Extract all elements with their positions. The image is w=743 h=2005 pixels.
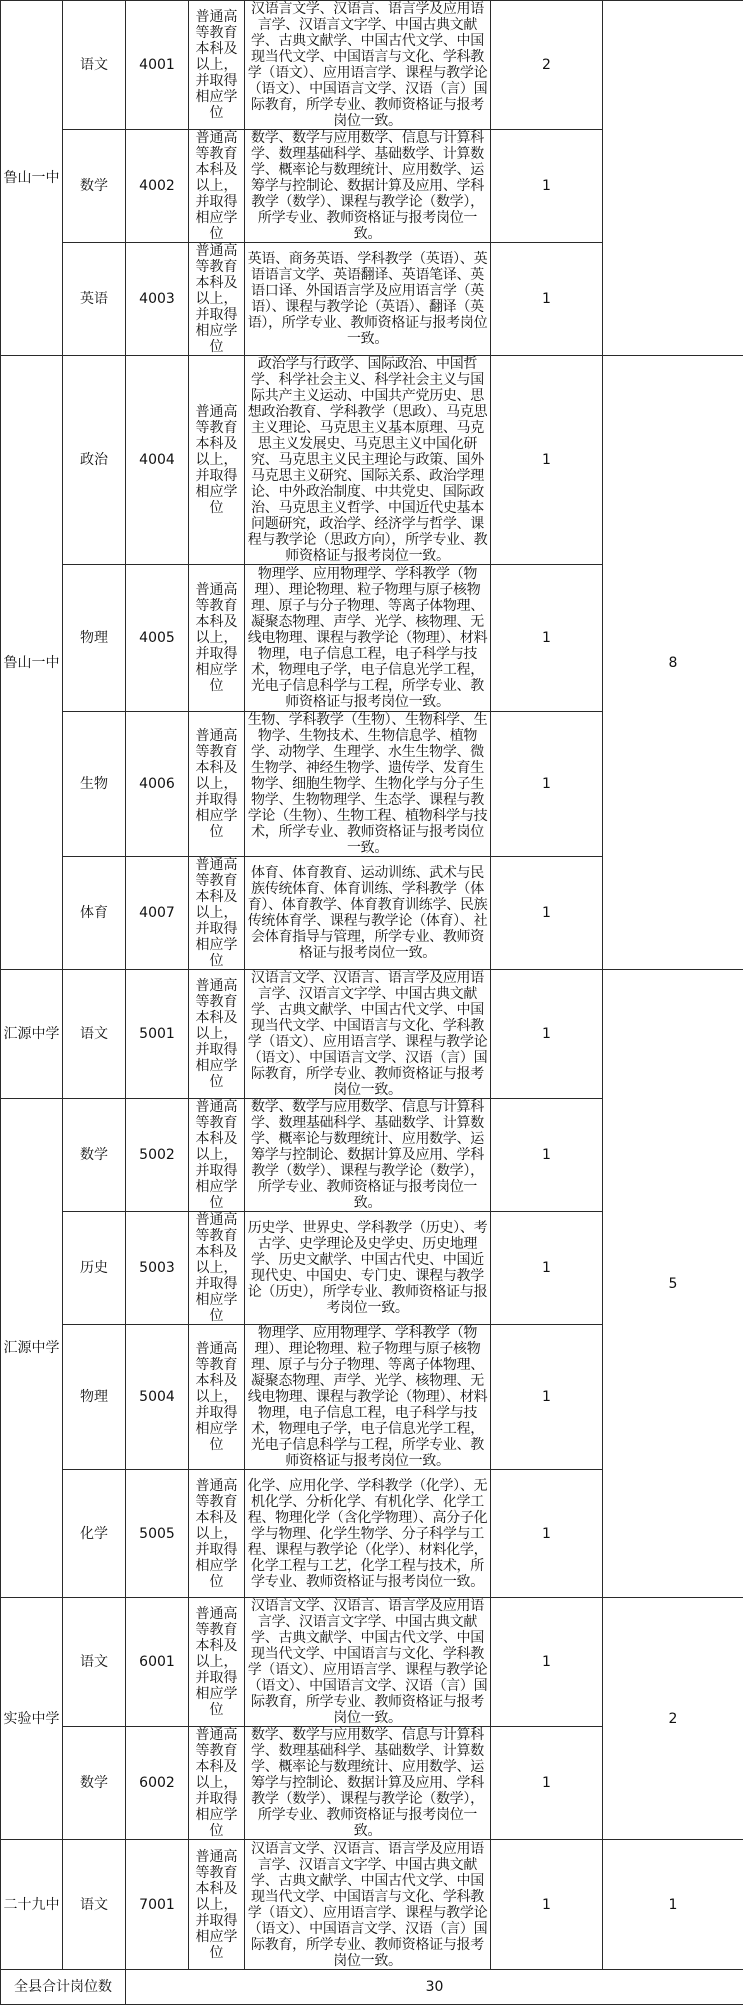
count-cell: 1 — [491, 130, 603, 243]
count-cell: 1 — [491, 1727, 603, 1840]
count-cell: 1 — [491, 970, 603, 1099]
count-cell: 1 — [491, 356, 603, 565]
subject-cell: 政治 — [63, 356, 126, 565]
school-cell: 鲁山一中 — [1, 356, 63, 970]
table-row — [1, 970, 743, 1099]
subject-cell: 历史 — [63, 1212, 126, 1325]
major-cell: 数学、数学与应用数学、信息与计算科学、数理基础科学、基础数学、计算数学、概率论与数理统计、应用数学、运筹学与控制论、数据计算及应用、学科教学（数学）、课程与教学论（数学），所学专业、教师资格证与报考岗位一致。 — [245, 1099, 491, 1212]
total-cell: 8 — [603, 356, 743, 970]
major-cell: 汉语言文学、汉语言、语言学及应用语言学、汉语言文字学、中国古典文献学、古典文献学、中国古代文学、中国现当代文学、中国语言与文化、学科教学（语文）、应用语言学、课程与教学论（语文）、中国语言文学、汉语（言）国际教育，所学专业、教师资格证与报考岗位一致。 — [245, 970, 491, 1099]
education-cell: 普通高等教育本科及以上，并取得相应学位 — [189, 970, 245, 1099]
total-cell: 2 — [603, 1598, 743, 1840]
major-cell: 体育、体育教育、运动训练、武术与民族传统体育、体育训练、学科教学（体育）、体育教学、体育教育训练学、民族传统体育学、课程与教学论（体育）、社会体育指导与管理，所学专业、教师资格证与报考岗位一致。 — [245, 857, 491, 970]
school-cell: 汇源中学 — [1, 970, 63, 1099]
subject-cell: 语文 — [63, 1598, 126, 1727]
major-cell: 政治学与行政学、国际政治、中国哲学、科学社会主义、科学社会主义与国际共产主义运动、中国共产党历史、思想政治教育、学科教学（思政）、马克思主义理论、马克思主义基本原理、马克思主义发展史、马克思主义中国化研究、马克思主义民主理论与政策、国外马克思主义研究、国际关系、政治学理论、中外政治制度、中共党史、国际政治、马克思主义哲学、中国近代史基本问题研究，政治学、经济学与哲学、课程与教学论（思政方向），所学专业、教师资格证与报考岗位一致。 — [245, 356, 491, 565]
post-code-cell: 4005 — [126, 565, 189, 712]
post-code-cell: 5002 — [126, 1099, 189, 1212]
subject-cell: 数学 — [63, 1727, 126, 1840]
school-cell: 实验中学 — [1, 1598, 63, 1840]
count-cell: 1 — [491, 857, 603, 970]
post-code-cell: 4004 — [126, 356, 189, 565]
grand-total-value: 30 — [126, 1970, 743, 2005]
count-cell: 1 — [491, 712, 603, 857]
total-cell: 1 — [603, 1840, 743, 1970]
education-cell: 普通高等教育本科及以上，并取得相应学位 — [189, 1598, 245, 1727]
school-cell: 鲁山一中 — [1, 1, 63, 356]
total-cell: 5 — [603, 970, 743, 1598]
major-cell: 汉语言文学、汉语言、语言学及应用语言学、汉语言文字学、中国古典文献学、古典文献学、中国古代文学、中国现当代文学、中国语言与文化、学科教学（语文）、应用语言学、课程与教学论（语文）、中国语言文学、汉语（言）国际教育，所学专业、教师资格证与报考岗位一致。 — [245, 1840, 491, 1970]
count-cell: 1 — [491, 243, 603, 356]
count-cell: 1 — [491, 1325, 603, 1470]
major-cell: 历史学、世界史、学科教学（历史）、考古学、史学理论及史学史、历史地理学、历史文献学、中国古代史、中国近现代史、中国史、专门史、课程与教学论（历史），所学专业、教师资格证与报考岗位一致。 — [245, 1212, 491, 1325]
education-cell: 普通高等教育本科及以上，并取得相应学位 — [189, 1840, 245, 1970]
count-cell: 2 — [491, 1, 603, 130]
major-cell: 物理学、应用物理学、学科教学（物理）、理论物理、粒子物理与原子核物理、原子与分子物理、等离子体物理、凝聚态物理、声学、光学、核物理、无线电物理、课程与教学论（物理）、材料物理，电子信息工程，电子科学与技术，物理电子学，电子信息光学工程，光电子信息科学与工程，所学专业、教师资格证与报考岗位一致。 — [245, 565, 491, 712]
table-row — [1, 1598, 743, 1727]
count-cell: 1 — [491, 1470, 603, 1598]
post-code-cell: 5004 — [126, 1325, 189, 1470]
total-cell — [603, 1, 743, 356]
post-code-cell: 4007 — [126, 857, 189, 970]
table-row — [1, 356, 743, 565]
post-code-cell: 7001 — [126, 1840, 189, 1970]
education-cell: 普通高等教育本科及以上，并取得相应学位 — [189, 565, 245, 712]
count-cell: 1 — [491, 1840, 603, 1970]
education-cell: 普通高等教育本科及以上，并取得相应学位 — [189, 1470, 245, 1598]
table-row — [1, 1, 743, 130]
major-cell: 生物、学科教学（生物）、生物科学、生物学、生物技术、生物信息学、植物学、动物学、生理学、水生生物学、微生物学、神经生物学、遗传学、发育生物学、细胞生物学、生物化学与分子生物学、生物物理学、生态学、课程与教学论（生物）、生物工程、植物科学与技术，所学专业、教师资格证与报考岗位一致。 — [245, 712, 491, 857]
subject-cell: 体育 — [63, 857, 126, 970]
count-cell: 1 — [491, 1212, 603, 1325]
subject-cell: 化学 — [63, 1470, 126, 1598]
major-cell: 物理学、应用物理学、学科教学（物理）、理论物理、粒子物理与原子核物理、原子与分子物理、等离子体物理、凝聚态物理、声学、光学、核物理、无线电物理、课程与教学论（物理）、材料物理，电子信息工程，电子科学与技术，物理电子学，电子信息光学工程，光电子信息科学与工程，所学专业、教师资格证与报考岗位一致。 — [245, 1325, 491, 1470]
table-row — [1, 1840, 743, 1970]
subject-cell: 语文 — [63, 1840, 126, 1970]
education-cell: 普通高等教育本科及以上，并取得相应学位 — [189, 130, 245, 243]
subject-cell: 生物 — [63, 712, 126, 857]
grand-total-label: 全县合计岗位数 — [1, 1970, 126, 2005]
major-cell: 汉语言文学、汉语言、语言学及应用语言学、汉语言文字学、中国古典文献学、古典文献学、中国古代文学、中国现当代文学、中国语言与文化、学科教学（语文）、应用语言学、课程与教学论（语文）、中国语言文学、汉语（言）国际教育，所学专业、教师资格证与报考岗位一致。 — [245, 1598, 491, 1727]
subject-cell: 物理 — [63, 1325, 126, 1470]
subject-cell: 英语 — [63, 243, 126, 356]
education-cell: 普通高等教育本科及以上，并取得相应学位 — [189, 857, 245, 970]
post-code-cell: 5001 — [126, 970, 189, 1099]
school-cell: 二十九中 — [1, 1840, 63, 1970]
count-cell: 1 — [491, 565, 603, 712]
subject-cell: 语文 — [63, 1, 126, 130]
major-cell: 汉语言文学、汉语言、语言学及应用语言学、汉语言文字学、中国古典文献学、古典文献学、中国古代文学、中国现当代文学、中国语言与文化、学科教学（语文）、应用语言学、课程与教学论（语文）、中国语言文学、汉语（言）国际教育，所学专业、教师资格证与报考岗位一致。 — [245, 1, 491, 130]
education-cell: 普通高等教育本科及以上，并取得相应学位 — [189, 1325, 245, 1470]
major-cell: 数学、数学与应用数学、信息与计算科学、数理基础科学、基础数学、计算数学、概率论与数理统计、应用数学、运筹学与控制论、数据计算及应用、学科教学（数学）、课程与教学论（数学），所学专业、教师资格证与报考岗位一致。 — [245, 1727, 491, 1840]
major-cell: 英语、商务英语、学科教学（英语）、英语语言文学、英语翻译、英语笔译、英语口译、外国语言学及应用语言学（英语）、课程与教学论（英语）、翻译（英语），所学专业、教师资格证与报考岗位一致。 — [245, 243, 491, 356]
post-code-cell: 4001 — [126, 1, 189, 130]
education-cell: 普通高等教育本科及以上，并取得相应学位 — [189, 1099, 245, 1212]
post-code-cell: 6002 — [126, 1727, 189, 1840]
post-code-cell: 6001 — [126, 1598, 189, 1727]
subject-cell: 物理 — [63, 565, 126, 712]
count-cell: 1 — [491, 1099, 603, 1212]
education-cell: 普通高等教育本科及以上，并取得相应学位 — [189, 1727, 245, 1840]
subject-cell: 语文 — [63, 970, 126, 1099]
post-code-cell: 5003 — [126, 1212, 189, 1325]
table-footer-row — [1, 1970, 743, 2005]
education-cell: 普通高等教育本科及以上，并取得相应学位 — [189, 1, 245, 130]
table-body — [1, 1, 743, 2005]
post-code-cell: 5005 — [126, 1470, 189, 1598]
post-code-cell: 4006 — [126, 712, 189, 857]
education-cell: 普通高等教育本科及以上，并取得相应学位 — [189, 356, 245, 565]
count-cell: 1 — [491, 1598, 603, 1727]
education-cell: 普通高等教育本科及以上，并取得相应学位 — [189, 1212, 245, 1325]
school-cell: 汇源中学 — [1, 1099, 63, 1598]
education-cell: 普通高等教育本科及以上，并取得相应学位 — [189, 712, 245, 857]
subject-cell: 数学 — [63, 130, 126, 243]
post-code-cell: 4002 — [126, 130, 189, 243]
subject-cell: 数学 — [63, 1099, 126, 1212]
major-cell: 化学、应用化学、学科教学（化学）、无机化学、分析化学、有机化学、化学工程、物理化学（含化学物理）、高分子化学与物理、化学生物学、分子科学与工程、课程与教学论（化学）、材料化学，化学工程与工艺，化学工程与技术，所学专业、教师资格证与报考岗位一致。 — [245, 1470, 491, 1598]
major-cell: 数学、数学与应用数学、信息与计算科学、数理基础科学、基础数学、计算数学、概率论与数理统计、应用数学、运筹学与控制论、数据计算及应用、学科教学（数学）、课程与教学论（数学），所学专业、教师资格证与报考岗位一致。 — [245, 130, 491, 243]
post-code-cell: 4003 — [126, 243, 189, 356]
education-cell: 普通高等教育本科及以上，并取得相应学位 — [189, 243, 245, 356]
